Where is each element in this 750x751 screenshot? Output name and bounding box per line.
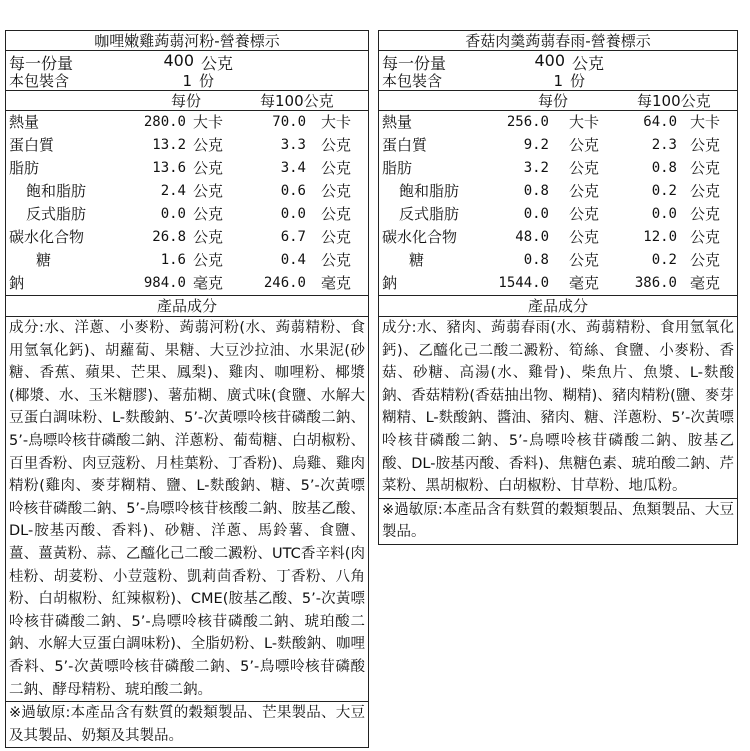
nutrient-row bbox=[379, 272, 737, 295]
per-serving-value: 3.2 bbox=[523, 160, 549, 176]
per-100g-value: 3.3 bbox=[280, 137, 306, 153]
per-serving-unit: 公克 bbox=[193, 136, 224, 154]
nutrient-row bbox=[379, 111, 737, 134]
per-serving-unit: 毫克 bbox=[193, 274, 224, 292]
per-serving-value: 280.0 bbox=[143, 114, 186, 130]
nutrition-panel-mushroom-pork bbox=[378, 30, 738, 545]
nutrient-name: 反式脂肪 bbox=[26, 205, 87, 223]
allergen-notice: ※過敏原:本產品含有麩質的穀類製品、芒果製品、大豆及其製品、奶類及其製品。 bbox=[9, 705, 365, 744]
per-100g-unit: 毫克 bbox=[690, 274, 721, 292]
per-100g-value: 6.7 bbox=[280, 229, 306, 245]
per-serving-unit: 毫克 bbox=[569, 274, 600, 292]
per-100g-header: 每100公克 bbox=[637, 92, 711, 110]
per-100g-value: 0.2 bbox=[651, 252, 677, 268]
allergen-notice: ※過敏原:本產品含有麩質的穀類製品、魚類製品、大豆製品。 bbox=[382, 501, 734, 541]
servings-per-pack-unit: 份 bbox=[199, 72, 215, 90]
nutrient-name: 糖 bbox=[36, 251, 52, 269]
nutrient-row bbox=[6, 157, 368, 180]
per-100g-value: 0.0 bbox=[280, 206, 306, 222]
nutrient-row bbox=[379, 134, 737, 157]
per-100g-unit: 公克 bbox=[321, 182, 352, 200]
per-100g-value: 3.4 bbox=[280, 160, 306, 176]
servings-per-pack-value: 1 bbox=[182, 72, 192, 90]
per-serving-header: 每份 bbox=[171, 92, 202, 110]
per-100g-value: 0.8 bbox=[651, 160, 677, 176]
nutrient-name: 飽和脂肪 bbox=[399, 182, 460, 200]
per-serving-unit: 公克 bbox=[193, 228, 224, 246]
per-100g-unit: 公克 bbox=[690, 205, 721, 223]
nutrient-name: 碳水化合物 bbox=[382, 228, 458, 246]
ingredients-text: 成分:水、豬肉、蒟蒻春雨(水、蒟蒻精粉、食用氫氧化鈣)、乙醯化己二酸二澱粉、筍絲、食鹽、小麥粉、香菇、砂糖、高湯(水、雞骨)、柴魚片、魚漿、L-麩酸鈉、香菇精粉(香菇抽出物、糊精)、豬肉精粉(鹽、麥芽糊精、L-麩酸鈉、醬油、豬肉、糖、洋蔥粉、5’-次黃嘌呤核苷磷酸二鈉、5’-鳥嘌呤核苷磷酸二鈉、胺基乙酸、DL-胺基丙酸、香料)、焦糖色素、琥珀酸二鈉、芹菜粉、黑胡椒粉、白胡椒粉、甘草粉、地瓜粉。 bbox=[379, 317, 737, 499]
panel-title: 咖哩嫩雞蒟蒻河粉-營養標示 bbox=[6, 31, 368, 51]
nutrient-name: 反式脂肪 bbox=[399, 205, 460, 223]
column-header bbox=[379, 91, 737, 111]
nutrient-name: 蛋白質 bbox=[9, 136, 55, 154]
nutrient-name: 脂肪 bbox=[9, 159, 40, 177]
serving-size-row bbox=[6, 51, 368, 71]
per-serving-unit: 公克 bbox=[193, 251, 224, 269]
per-100g-value: 0.0 bbox=[651, 206, 677, 222]
serving-size-value: 400 bbox=[534, 51, 565, 70]
nutrient-name: 鈉 bbox=[382, 274, 398, 292]
per-serving-unit: 公克 bbox=[569, 251, 600, 269]
per-serving-unit: 公克 bbox=[193, 159, 224, 177]
nutrient-name: 脂肪 bbox=[382, 159, 413, 177]
serving-size-row bbox=[379, 51, 737, 71]
ingredients-text: 成分:水、洋蔥、小麥粉、蒟蒻河粉(水、蒟蒻精粉、食用氫氧化鈣)、胡蘿蔔、果糖、大豆沙拉油、水果泥(砂糖、香蕉、蘋果、芒果、鳳梨)、雞肉、咖哩粉、椰漿(椰漿、水、玉米糖膠)、薯茄糊、廣式味(食鹽、水解大豆蛋白調味粉、L-麩酸鈉、5’-次黃嘌呤核苷磷酸二鈉、5’-鳥嘌呤核苷磷酸二鈉、洋蔥粉、葡萄糖、白胡椒粉、百里香粉、肉豆蔻粉、月桂葉粉、丁香粉)、烏雞、雞肉精粉(雞肉、麥芽糊精、鹽、L-麩酸鈉、糖、5’-次黃嘌呤核苷磷酸二鈉、5’-鳥嘌呤核苷核酸二鈉、胺基乙酸、DL-胺基丙酸、香料)、砂糖、洋蔥、馬鈴薯、食鹽、 薑、薑黃粉、蒜、乙醯化己二酸二澱粉、UTC香辛料(肉桂粉、胡荽粉、小荳蔻粉、凱莉茴香粉、丁香粉、八角粉、白胡椒粉、紅辣椒粉)、CME(胺基乙酸、5’-次黃嘌呤核苷磷酸二鈉、5’-鳥嘌呤核苷磷酸二鈉、琥珀酸二鈉、水解大豆蛋白調味粉)、全脂奶粉、L-麩酸鈉、咖哩香料、5’-次黃嘌呤核苷磷酸二鈉、5’-鳥嘌呤核苷磷酸二鈉、酵母精粉、琥珀酸二鈉。 bbox=[6, 317, 368, 702]
per-serving-unit: 公克 bbox=[569, 228, 600, 246]
per-100g-value: 2.3 bbox=[651, 137, 677, 153]
per-serving-unit: 公克 bbox=[569, 205, 600, 223]
nutrient-row bbox=[6, 180, 368, 203]
per-serving-value: 2.4 bbox=[160, 183, 186, 199]
per-serving-unit: 公克 bbox=[193, 182, 224, 200]
per-serving-value: 0.0 bbox=[160, 206, 186, 222]
column-header bbox=[6, 91, 368, 111]
per-100g-unit: 公克 bbox=[690, 182, 721, 200]
nutrient-row bbox=[379, 203, 737, 226]
servings-per-pack-label: 本包裝含 bbox=[382, 72, 443, 90]
ingredients-title: 產品成分 bbox=[379, 296, 737, 317]
serving-size-value: 400 bbox=[163, 51, 194, 70]
per-serving-value: 13.2 bbox=[152, 137, 186, 153]
nutrient-name: 碳水化合物 bbox=[9, 228, 85, 246]
nutrient-row bbox=[6, 111, 368, 134]
nutrient-row bbox=[6, 203, 368, 226]
nutrient-name: 熱量 bbox=[382, 113, 413, 131]
per-serving-value: 256.0 bbox=[506, 114, 549, 130]
per-100g-value: 0.4 bbox=[280, 252, 306, 268]
per-serving-value: 0.8 bbox=[523, 183, 549, 199]
per-serving-value: 1.6 bbox=[160, 252, 186, 268]
nutrient-name: 鈉 bbox=[9, 274, 25, 292]
serving-size-unit: 公克 bbox=[201, 54, 234, 73]
per-serving-unit: 公克 bbox=[569, 159, 600, 177]
nutrient-row bbox=[379, 157, 737, 180]
nutrient-name: 糖 bbox=[409, 251, 425, 269]
per-100g-unit: 公克 bbox=[321, 251, 352, 269]
nutrient-row bbox=[379, 180, 737, 203]
per-serving-unit: 大卡 bbox=[569, 113, 600, 131]
per-100g-unit: 公克 bbox=[321, 136, 352, 154]
serving-size-label: 每一份量 bbox=[382, 54, 447, 73]
panel-title: 香菇肉羹蒟蒻春雨-營養標示 bbox=[379, 31, 737, 51]
nutrient-name: 蛋白質 bbox=[382, 136, 428, 154]
nutrient-row bbox=[379, 249, 737, 272]
per-100g-unit: 公克 bbox=[690, 136, 721, 154]
nutrient-row bbox=[6, 226, 368, 249]
per-serving-header: 每份 bbox=[538, 92, 569, 110]
servings-per-pack-unit: 份 bbox=[570, 72, 586, 90]
per-100g-unit: 公克 bbox=[690, 251, 721, 269]
per-100g-value: 0.2 bbox=[651, 183, 677, 199]
per-100g-value: 12.0 bbox=[643, 229, 677, 245]
per-serving-value: 48.0 bbox=[515, 229, 549, 245]
nutrient-row bbox=[6, 249, 368, 272]
per-100g-value: 0.6 bbox=[280, 183, 306, 199]
servings-per-pack-row bbox=[379, 71, 737, 91]
per-100g-unit: 大卡 bbox=[321, 113, 352, 131]
per-100g-unit: 公克 bbox=[690, 228, 721, 246]
ingredients-title: 產品成分 bbox=[6, 296, 368, 317]
per-100g-value: 246.0 bbox=[263, 275, 306, 291]
servings-per-pack-value: 1 bbox=[553, 72, 563, 90]
per-serving-value: 0.8 bbox=[523, 252, 549, 268]
nutrient-name: 飽和脂肪 bbox=[26, 182, 87, 200]
serving-size-label: 每一份量 bbox=[9, 54, 74, 73]
servings-per-pack-row bbox=[6, 71, 368, 91]
servings-per-pack-label: 本包裝含 bbox=[9, 72, 70, 90]
nutrient-row bbox=[6, 134, 368, 157]
per-100g-unit: 公克 bbox=[690, 159, 721, 177]
nutrient-name: 熱量 bbox=[9, 113, 40, 131]
per-100g-unit: 大卡 bbox=[690, 113, 721, 131]
per-serving-unit: 公克 bbox=[193, 205, 224, 223]
per-serving-value: 984.0 bbox=[143, 275, 186, 291]
nutrient-row bbox=[379, 226, 737, 249]
nutrition-panel-curry-chicken bbox=[5, 30, 369, 748]
per-100g-unit: 毫克 bbox=[321, 274, 352, 292]
nutrient-row bbox=[6, 272, 368, 295]
per-100g-value: 64.0 bbox=[643, 114, 677, 130]
per-100g-unit: 公克 bbox=[321, 159, 352, 177]
serving-size-unit: 公克 bbox=[572, 54, 605, 73]
per-100g-unit: 公克 bbox=[321, 205, 352, 223]
per-100g-value: 386.0 bbox=[634, 275, 677, 291]
per-serving-value: 0.0 bbox=[523, 206, 549, 222]
per-serving-value: 13.6 bbox=[152, 160, 186, 176]
per-serving-unit: 大卡 bbox=[193, 113, 224, 131]
per-serving-value: 26.8 bbox=[152, 229, 186, 245]
per-100g-unit: 公克 bbox=[321, 228, 352, 246]
nutrient-table bbox=[379, 111, 737, 296]
per-serving-unit: 公克 bbox=[569, 136, 600, 154]
per-serving-value: 9.2 bbox=[523, 137, 549, 153]
per-100g-header: 每100公克 bbox=[260, 92, 334, 110]
per-serving-unit: 公克 bbox=[569, 182, 600, 200]
per-100g-value: 70.0 bbox=[272, 114, 306, 130]
nutrient-table bbox=[6, 111, 368, 296]
per-serving-value: 1544.0 bbox=[498, 275, 549, 291]
